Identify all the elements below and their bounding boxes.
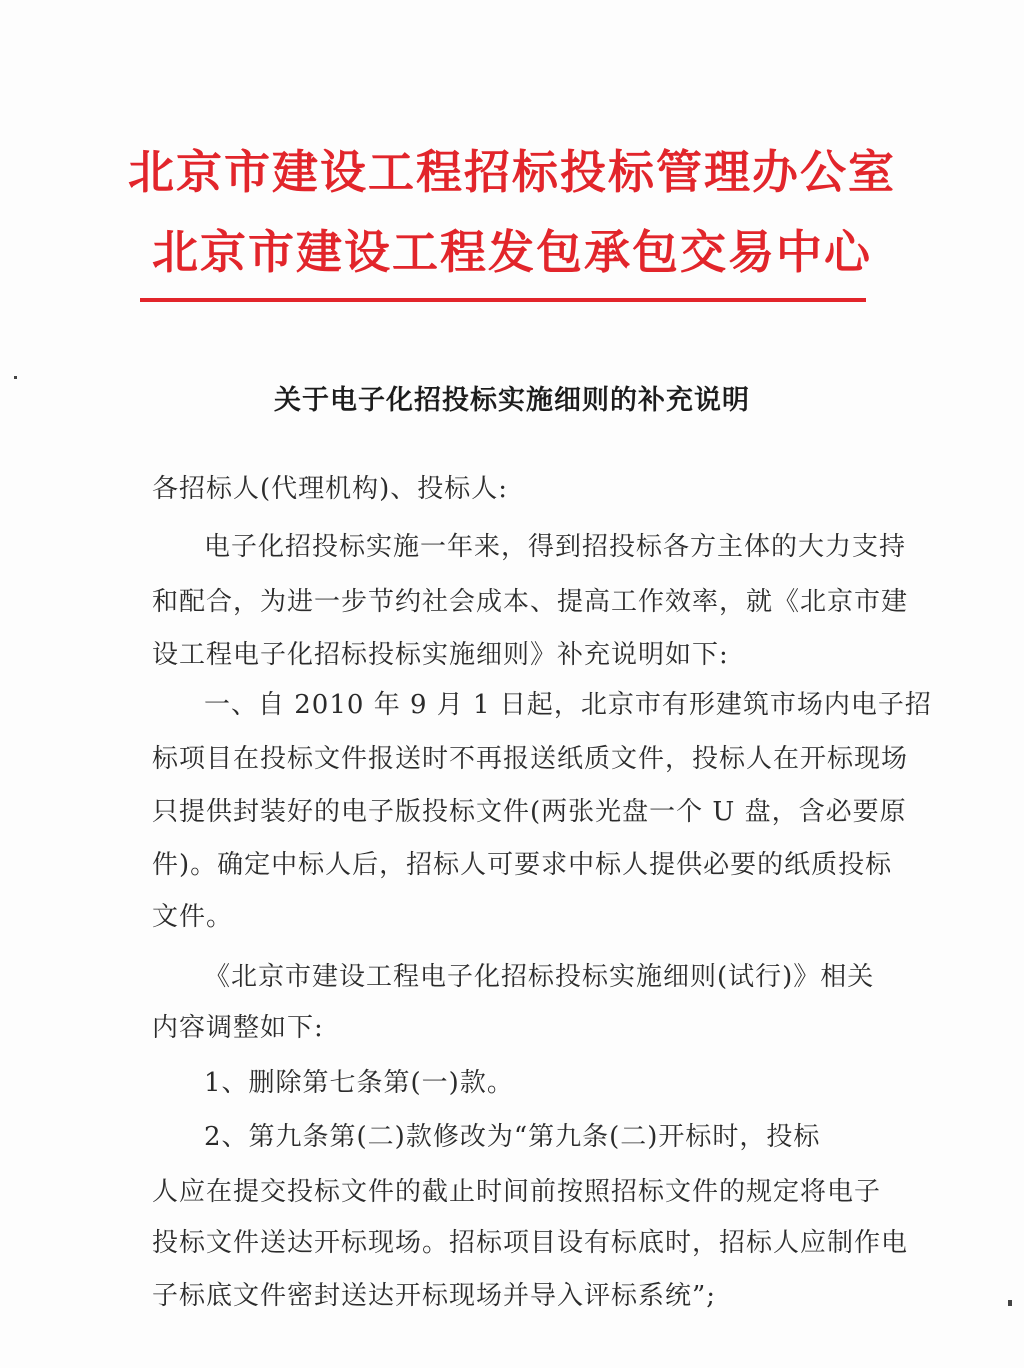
- letterhead-org-2: 北京市建设工程发包承包交易中心: [152, 225, 872, 279]
- paragraph-line: 文件。: [152, 902, 234, 932]
- salutation: 各招标人(代理机构)、投标人:: [152, 474, 509, 504]
- scan-speck: [14, 376, 17, 379]
- paragraph-line: 只提供封装好的电子版投标文件(两张光盘一个 U 盘，含必要原: [152, 797, 907, 827]
- document-title: 关于电子化招投标实施细则的补充说明: [274, 385, 750, 416]
- paragraph-line: 投标文件送达开标现场。招标项目设有标底时，招标人应制作电: [152, 1228, 909, 1258]
- list-item: 1、删除第七条第(一)款。: [204, 1068, 514, 1098]
- paragraph-line: 人应在提交投标文件的截止时间前按照招标文件的规定将电子: [152, 1177, 882, 1207]
- paragraph-line: 子标底文件密封送达开标现场并导入评标系统”;: [152, 1281, 717, 1311]
- list-item: 2、第九条第(二)款修改为“第九条(二)开标时，投标: [204, 1122, 821, 1152]
- paragraph-line: 《北京市建设工程电子化招标投标实施细则(试行)》相关: [204, 962, 875, 992]
- letterhead-red-rule: [140, 298, 866, 302]
- paragraph-line: 一、自 2010 年 9 月 1 日起，北京市有形建筑市场内电子招: [204, 690, 932, 720]
- paragraph-line: 标项目在投标文件报送时不再报送纸质文件，投标人在开标现场: [152, 744, 909, 774]
- paragraph-line: 电子化招投标实施一年来，得到招投标各方主体的大力支持: [204, 532, 907, 562]
- scan-speck: [1008, 1300, 1012, 1306]
- paragraph-line: 内容调整如下:: [152, 1013, 324, 1043]
- paragraph-line: 和配合，为进一步节约社会成本、提高工作效率，就《北京市建: [152, 587, 909, 617]
- letterhead-org-1: 北京市建设工程招标投标管理办公室: [128, 145, 896, 199]
- paragraph-line: 件)。确定中标人后，招标人可要求中标人提供必要的纸质投标: [152, 850, 893, 880]
- paragraph-line: 设工程电子化招标投标实施细则》补充说明如下:: [152, 640, 729, 670]
